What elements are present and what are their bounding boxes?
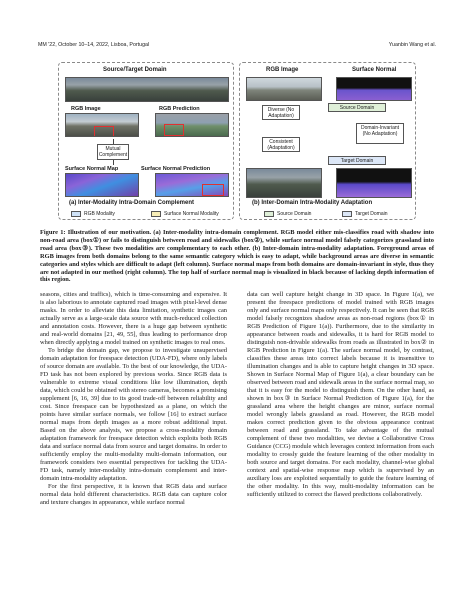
legend-rgb-swatch [71, 211, 81, 217]
panel-b [239, 62, 416, 220]
rgb-prediction-thumb [155, 113, 229, 137]
target-domain-box: Target Domain [328, 156, 386, 165]
left-column [40, 291, 227, 507]
legend-target-label: Target Domain [355, 211, 388, 217]
source-normal-thumb [336, 77, 412, 101]
figure-caption [40, 229, 434, 284]
target-rgb-thumb [246, 168, 322, 198]
surface-normal-prediction-thumb [155, 173, 229, 197]
panel-b-rgb-title: RGB Image [266, 67, 299, 73]
domain-invariant-box: Domain-Invariant (No Adaptation) [356, 123, 404, 144]
left-paragraph-3: For the first perspective, it is known that RGB data and surface normal data hold different characteristics. RGB data can capture color and texture changes in appearance, while surface normal [40, 483, 227, 506]
running-header-right: Yuanbin Wang et al. [388, 42, 436, 48]
rgb-image-label: RGB Image [71, 106, 101, 112]
source-target-road-image [65, 77, 229, 102]
left-paragraph-1: seasons, cities and traffics), which is time-consuming and expensive. It is also laborious to annotate captured road images with pixel-level dense masks. In order to alleviate this data limitation, synthetic images can actually serve as a large-scale data source with much-reduced collection and annotation costs. However, there is a huge gap between synthetic and real-world domains [21, 49, 55], thus leading to performance drop when directly applying a model trained on synthetic images to real ones. [40, 291, 227, 346]
legend-source-label: Source Domain [277, 211, 312, 217]
arrow-up [113, 139, 114, 144]
legend-target-swatch [342, 211, 352, 217]
target-normal-thumb [336, 168, 412, 198]
caption-text: Figure 1: Illustration of our motivation. (a) Inter-modality intra-domain complement. RGB model either mis-classifies road with shadow into non-road area (box①) or fails to distinguish between road and sidewalks (box②), while surface normal model falsely categorizes grassland into road area (box③). These two modalities are complementary to each other. (b) Inter-domain intra-modality adaptation. Foreground areas of RGB images from both domains belong to the same semantic category which is easy to adapt, while background areas are diverse in semantic categories and styles which are difficult to adapt (left column). Surface normal maps from both domains are domain-invariant in style, thus they are not adapted in our method (right column). The top half of surface normal map is visualized in black because of lacking depth information of this region. [40, 229, 434, 284]
rgb-prediction-label: RGB Prediction [159, 106, 200, 112]
source-domain-box: Source Domain [328, 103, 386, 112]
diverse-box: Diverse (No Adaptation) [262, 105, 300, 120]
mutual-complement-box: Mutual Complement [98, 146, 128, 158]
figure-1 [58, 62, 416, 220]
panel-a-subtitle: (a) Inter-Modality Intra-Domain Complement [69, 200, 195, 206]
source-rgb-thumb [246, 77, 322, 101]
arrow-down [113, 160, 114, 165]
panel-b-surface-title: Surface Normal [352, 67, 397, 73]
surface-normal-prediction-label: Surface Normal Prediction [141, 166, 211, 172]
box-2-marker [164, 124, 184, 136]
right-column [247, 291, 434, 499]
rgb-image-thumb [65, 113, 139, 137]
panel-a-title: Source/Target Domain [103, 67, 167, 73]
surface-normal-map-label: Surface Normal Map [65, 166, 119, 172]
panel-b-subtitle: (b) Inter-Domain Intra-Modality Adaptation [252, 200, 373, 206]
box-3-marker [202, 184, 224, 196]
left-paragraph-2: To bridge the domain gap, we propose to investigate unsupervised domain adaptation for freespace detection (UDA-FD), where only labels of source domain are available. To the best of our knowledge, the UDA-FD task has not been explored by previous works. Since RGB data is vulnerable to extreme visual conditions like low illumination, depth data, which could be obtained with stereo cameras, becomes a promising supplement [6, 16, 39] due to its good trade-off between reliability and cost. Since freespace can be hypothesized as a plane, on which the points have similar surface normals, we follow [16] to extract surface normal maps from depth images as a more robust additional input. Based on the above analysis, we propose a cross-modality domain adaptation framework for freespace detection which exploits both RGB data and surface normal data from source and target domains. In order to sufficiently employ the multi-modality multi-domain information, our framework considers two essential perspectives for tackling the UDA-FD task, namely inter-modality intra-domain complement and inter-domain intra-modality adaptation. [40, 347, 227, 482]
surface-normal-map-thumb [65, 173, 139, 197]
legend-surface-label: Surface Normal Modality [164, 211, 219, 217]
panel-a [58, 62, 234, 220]
running-header-left: MM '22, October 10–14, 2022, Lisboa, Portugal [38, 42, 150, 48]
legend-source-swatch [264, 211, 274, 217]
right-paragraph-1: data can well capture height change in 3D space. In Figure 1(a), we present the freespace predictions of model trained with RGB images only and surface normal maps only respectively. It can be seen that RGB model falsely recognizes shadow areas as non-road regions (box① in RGB Prediction of Figure 1(a)). Furthermore, due to the similarity in appearance between roads and sidewalks, it is hard for RGB model to distinguish non-drivable sidewalks from roads as illustrated in box② in RGB Prediction in Figure 1(a). The surface normal model, by contrast, classifies these areas into correct labels because it is insensitive to illumination changes and is able to capture height changes in 3D space. Shown in Surface Normal Map of Figure 1(a), a clear boundary can be observed between road and sidewalk areas in the surface normal map, so that it is easy for the model to distinguish them. On the other hand, as shown in box③ in Surface Normal Prediction of Figure 1(a), for the grassland area where the height changes are minor, surface normal model wrongly labels grassland as road. However, the RGB model makes correct prediction given to the obvious appearance contrast between road and grassland. To take advantage of the mutual complement of these two modalities, we devise a Collaborative Cross Guidance (CCG) module which leverages context information from each modality to crossly guide the feature learning of the other modality in both source and target domains. For each modality, channel-wise global context and spatial-wise response map which is supervised by an auxiliary loss are exploited sequentially to guide the feature learning of the other modality. In this way, multi-modality information can be sufficiently utilized to correct the flawed predictions collaboratively. [247, 291, 434, 498]
legend-rgb-label: RGB Modality [84, 211, 115, 217]
legend-surface-swatch [151, 211, 161, 217]
consistent-box: Consistent (Adaptation) [262, 137, 300, 152]
box-1-marker [94, 126, 114, 137]
